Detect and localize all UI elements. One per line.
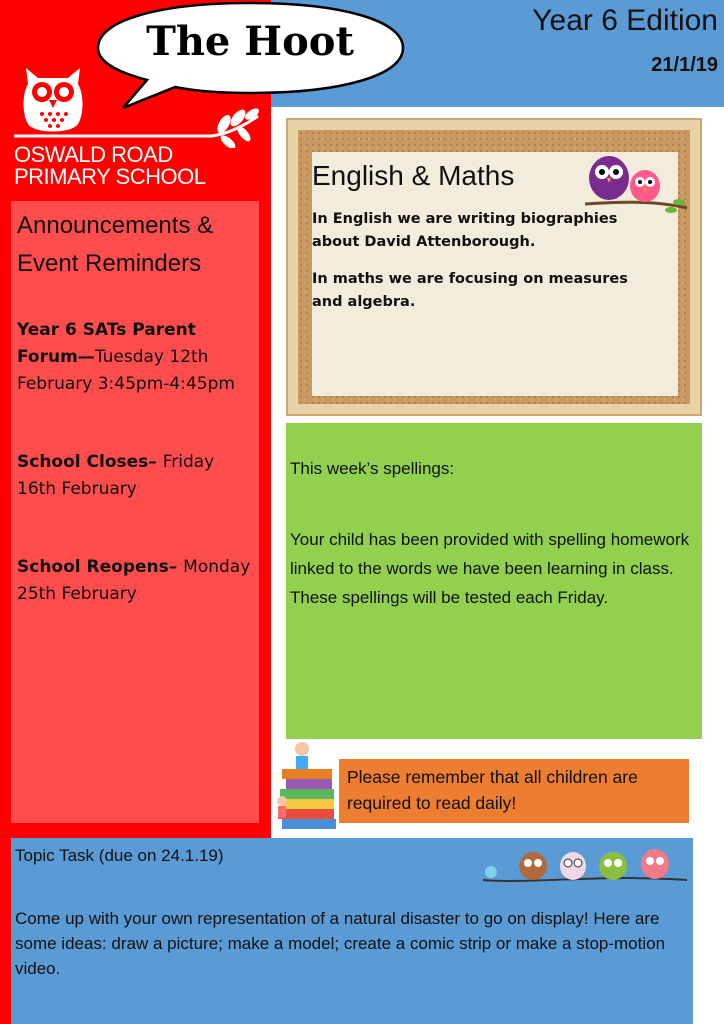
issue-date: 21/1/19	[651, 54, 718, 76]
event-detail: Monday 25th February	[17, 557, 251, 604]
event-detail: Tuesday 12th February 3:45pm-4:45pm	[17, 347, 235, 394]
topic-body: Come up with your own representation of a natural disaster to go on display! Here are some ideas: draw a picture; make a model; create a comic strip or make a stop-motion video.	[15, 909, 666, 978]
owls-on-branch-icon	[583, 146, 693, 220]
event-label: Year 6 SATs Parent Forum—	[17, 320, 196, 367]
edition-title: Year 6 Edition	[532, 4, 718, 37]
reading-reminder-text: Please remember that all children are required to read daily!	[347, 767, 638, 813]
english-maths-board	[286, 118, 702, 416]
announcements-heading: Announcements & Event Reminders	[17, 212, 214, 277]
english-maths-heading: English & Maths	[312, 160, 515, 191]
event-detail: Friday 16th February	[17, 452, 215, 499]
school-name-line1: OSWALD ROAD	[14, 142, 173, 167]
event-item	[17, 449, 253, 503]
maths-text: In maths we are focusing on measures and algebra.	[312, 271, 628, 310]
event-label: School Reopens–	[17, 557, 184, 577]
spellings-title: This week’s spellings:	[290, 459, 455, 478]
event-item	[17, 554, 253, 608]
corkboard	[298, 130, 690, 404]
newsletter-title: The Hoot	[146, 18, 354, 65]
spellings-panel	[286, 423, 702, 739]
event-item	[17, 317, 253, 398]
school-name	[14, 144, 205, 188]
event-label: School Closes–	[17, 452, 163, 472]
school-name-line2: PRIMARY SCHOOL	[14, 164, 206, 189]
topic-task-panel	[11, 838, 693, 1024]
english-text: In English we are writing biographies about David Attenborough.	[312, 211, 618, 250]
book-stack-icon	[272, 737, 342, 837]
owl-row-icon	[481, 844, 691, 890]
spellings-body: Your child has been provided with spelling homework linked to the words we have been learning in class. These spellings will be tested each Friday.	[290, 530, 690, 607]
reading-reminder	[339, 759, 689, 823]
announcements-panel	[11, 201, 259, 823]
topic-title: Topic Task (due on 24.1.19)	[15, 846, 224, 865]
